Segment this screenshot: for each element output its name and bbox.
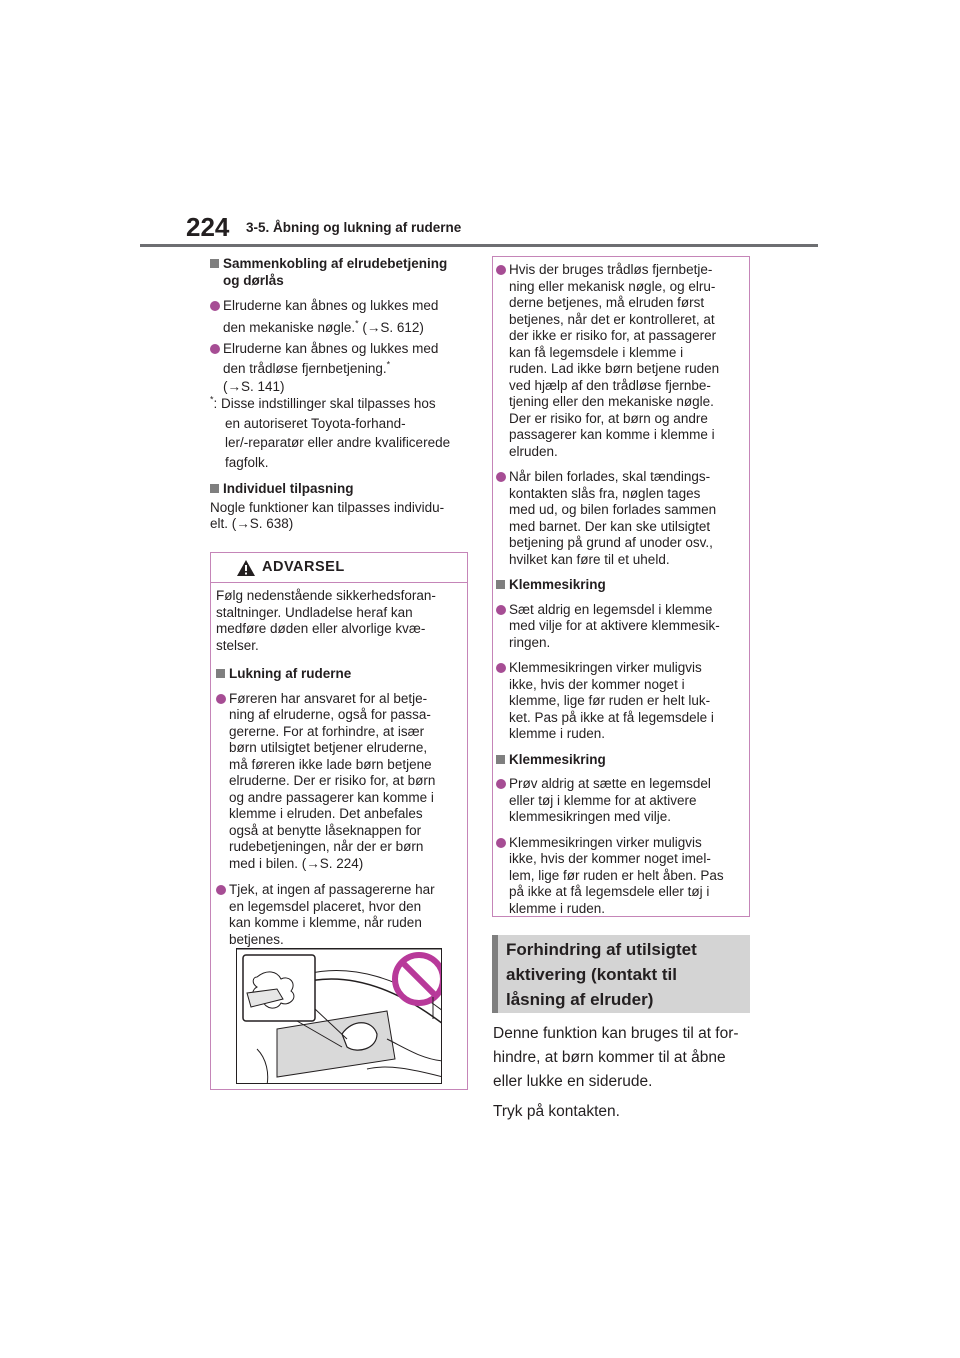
text-line: ikke, hvis der kommer noget imel- (509, 851, 711, 866)
text-line: betjening på grund af unoder osv., (509, 535, 713, 550)
page-number: 224 (186, 212, 230, 242)
text-line: betjenes, når det er kontrolleret, at (509, 311, 715, 327)
text-line: med ud, og bilen forlades sammen (509, 502, 717, 517)
text-line: på ikke at få legemsdele eller tøj i (509, 884, 710, 899)
body-line: Denne funktion kan bruges til at for- (493, 1025, 739, 1042)
text-line: Når bilen forlades, skal tændings- (496, 469, 746, 486)
page-reference: (→S. 141) (223, 379, 285, 394)
text-line: der ikke er risiko for, at passagerer (509, 328, 717, 343)
round-bullet-icon (496, 605, 506, 615)
square-bullet-icon (496, 580, 505, 589)
warning-section-title: Lukning af ruderne (229, 666, 352, 681)
text-line: eller tøj i klemme for at aktivere (509, 792, 697, 808)
list-item (210, 295, 472, 339)
text-line: rudebetjeningen, når der er børn (229, 839, 424, 854)
text-line: Følg nedenstående sikkerhedsforan- (216, 588, 436, 603)
footnote-line: en autoriseret Toyota-forhand- (225, 415, 406, 431)
text-line: Forhindring af utilsigtet (506, 940, 697, 959)
warning-label: ADVARSEL (262, 559, 345, 575)
text-line: en legemsdel placeret, hvor den (229, 898, 422, 914)
text-line: ruden. Lad ikke børn betjene ruden (509, 361, 720, 376)
text-line: også at benytte låseknappen for (229, 822, 422, 838)
text-line: betjenes. (229, 931, 284, 947)
text-line: Tjek, at ingen af passagererne har (216, 882, 464, 899)
footnote-marker: * (355, 318, 359, 329)
text-line: ringen. (509, 634, 551, 650)
text-line: klemme, lige før ruden er helt luk- (509, 693, 711, 708)
text-line: kontakten slås fra, nøglen tages (509, 485, 701, 501)
text-line: passagerer kan komme i klemme i (509, 427, 715, 442)
window-pinch-illustration (237, 949, 442, 1084)
text-line: klemme i elruden. Det anbefales (229, 806, 423, 821)
warning-content (216, 588, 464, 948)
round-bullet-icon (210, 301, 220, 311)
round-bullet-icon (496, 265, 506, 275)
section-heading (506, 937, 746, 1012)
square-bullet-icon (210, 484, 219, 493)
text-line: Prøv aldrig at sætte en legemsdel (496, 776, 746, 793)
text-line: og andre passagerer kan komme i (229, 789, 434, 805)
text-line: må føreren ikke lade børn betjene (229, 756, 432, 772)
text-line: klemme i ruden. (509, 900, 606, 916)
warning-intro (216, 588, 464, 654)
text-line: med i bilen. (→S. 224) (229, 855, 364, 871)
item-text: den trådløse fjernbetjening. (223, 361, 387, 376)
page-reference: (→S. 612) (358, 320, 424, 335)
caution-bullet (496, 469, 746, 568)
text-line: kan få legemsdele i klemme i (509, 344, 684, 360)
body-line: elt. (→S. 638) (210, 516, 294, 531)
footnote-marker: * (386, 359, 391, 370)
warning-triangle-icon (236, 559, 256, 577)
round-bullet-icon (210, 344, 220, 354)
text-line: medføre døden eller alvorlige kvæ- (216, 621, 426, 636)
text-line: Klemmesikringen virker muligvis (496, 835, 746, 852)
footnote-line: ler/-reparatør eller andre kvalificerede (225, 435, 451, 450)
text-line: ved hjælp af den trådløse fjernbe- (509, 377, 711, 393)
text-line: gererne. For at forhindre, at især (229, 723, 425, 739)
round-bullet-icon (496, 838, 506, 848)
caution-section-title: Klemmesikring (509, 751, 606, 767)
round-bullet-icon (496, 779, 506, 789)
text-line: klemmesikringen med vilje. (509, 809, 672, 824)
text-line: aktivering (kontakt til (506, 965, 677, 984)
item-text: Elruderne kan åbnes og lukkes med (223, 298, 439, 313)
text-line: med barnet. Der kan ske utilsigtet (509, 518, 711, 534)
text-line: elruderne. Der er risiko for, at børn (229, 773, 436, 788)
text-line: med vilje for at aktivere klemmesik- (509, 618, 720, 633)
text-line: stelser. (216, 637, 259, 653)
item-text: Elruderne kan åbnes og lukkes med (223, 341, 439, 356)
round-bullet-icon (496, 472, 506, 482)
section-title: 3-5. Åbning og lukning af ruderne (246, 220, 462, 235)
text-line: Føreren har ansvaret for al betje- (216, 691, 464, 708)
caution-bullet (496, 660, 746, 743)
footnote (210, 394, 472, 472)
square-bullet-icon (216, 669, 225, 678)
subsection-title: Individuel tilpasning (223, 481, 354, 496)
round-bullet-icon (496, 663, 506, 673)
header-rule (140, 244, 818, 247)
body-line: Tryk på kontakten. (493, 1103, 620, 1120)
text-line: klemme i ruden. (509, 726, 606, 741)
body-line: hindre, at børn kommer til at åbne (493, 1049, 726, 1066)
text-line: kan komme i klemme, når ruden (229, 915, 422, 930)
subsection-sammenkobling (210, 256, 470, 289)
text-line: ning eller mekanisk nøgle, og elru- (509, 278, 716, 294)
text-line: derne betjenes, må elruden først (509, 295, 705, 310)
body-line: eller lukke en siderude. (493, 1073, 653, 1090)
text-line: Hvis der bruges trådløs fjernbetje- (496, 262, 746, 279)
caution-section-title: Klemmesikring (509, 577, 606, 592)
text-line: elruden. (509, 443, 558, 459)
body-paragraph (493, 1022, 763, 1124)
square-bullet-icon (210, 259, 219, 268)
text-line: hvilket kan føre til et uheld. (509, 551, 670, 567)
body-line: Nogle funktioner kan tilpasses individu- (210, 499, 445, 515)
caution-bullet (496, 835, 746, 918)
text-line: Der er risiko for, at børn og andre (509, 410, 708, 426)
subsection-title-line: Sammenkobling af elrudebetjening (223, 256, 448, 271)
square-bullet-icon (496, 755, 505, 764)
illustration-window-pinch (236, 948, 442, 1084)
text-line: ikke, hvis der kommer noget i (509, 676, 685, 692)
text-line: ket. Pas på ikke at få legemsdele i (509, 709, 714, 725)
item-text: den mekaniske nøgle. (223, 320, 356, 335)
round-bullet-icon (216, 694, 226, 704)
text-line: låsning af elruder) (506, 990, 654, 1009)
footnote-marker: * (210, 394, 214, 405)
text-line: Klemmesikringen virker muligvis (496, 660, 746, 677)
caution-bullet (496, 262, 746, 460)
text-line: lem, lige før ruden er helt åben. Pas (509, 867, 724, 883)
text-line: Sæt aldrig en legemsdel i klemme (496, 602, 746, 619)
text-line: tjening eller den mekaniske nøgle. (509, 394, 714, 409)
warning-bullet (216, 691, 464, 873)
caution-bullet (496, 776, 746, 826)
section-heading-bar (492, 935, 498, 1013)
subsection-title-line: og dørlås (223, 272, 284, 288)
warning-header (210, 552, 468, 583)
footnote-line: : Disse indstillinger skal tilpasses hos (213, 396, 436, 411)
warning-bullet (216, 882, 464, 948)
right-box-content (496, 262, 746, 917)
text-line: staltninger. Undladelse heraf kan (216, 604, 413, 620)
footnote-line: fagfolk. (225, 454, 269, 470)
round-bullet-icon (216, 885, 226, 895)
text-line: børn utilsigtet betjener elruderne, (229, 740, 428, 755)
list-item (210, 339, 472, 396)
subsection-individuel (210, 481, 472, 533)
text-line: ning af elruderne, også for passa- (229, 707, 431, 722)
caution-bullet (496, 602, 746, 652)
